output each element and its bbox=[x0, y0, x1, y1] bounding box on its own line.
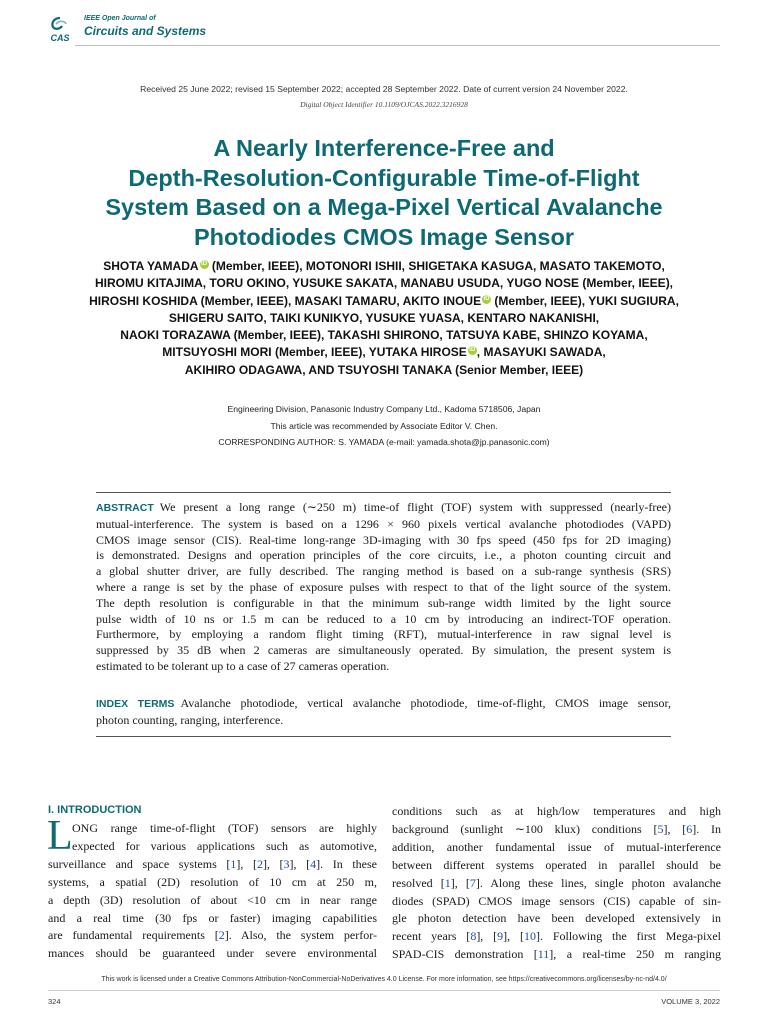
affiliation-block bbox=[0, 401, 768, 451]
text-line: a depth (3D) resolution of about <10 cm in near range bbox=[48, 892, 377, 907]
citation-link[interactable]: 6 bbox=[686, 821, 693, 836]
corresponding-author: CORRESPONDING AUTHOR: S. YAMADA (e-mail: yamada.shota@jp.panasonic.com) bbox=[218, 437, 550, 447]
author-list: SHOTA YAMADA iD (Member, IEEE), MOTONORI ISHII, SHIGETAKA KASUGA, MASATO TAKEMOTO, HIROMU KITAJIMA, TORU OKINO, YUSUKE SAKATA, MANABU USUDA, YUGO NOSE (Member, IEEE), HIROSHI KOSHIDA (Member, IEEE), MASAKI TAMARU, AKITO INOUE iD (Member, IEEE), YUKI SUGIURA, SHIGERU SAITO, TAIKI KUNIKYO, YUSUKE YUASA, KENTARO NAKANISHI, NAOKI TORAZAWA (Member, IEEE), TAKASHI SHIRONO, TATSUYA KABE, SHINZO KOYAMA, MITSUYOSHI MORI (Member, IEEE), YUTAKA HIROSE iD , MASAYUKI SAWADA, AKIHIRO ODAGAWA, AND TSUYOSHI TANAKA (Senior Member, IEEE) bbox=[89, 259, 679, 377]
abstract-top-rule bbox=[96, 492, 671, 493]
citation-link[interactable]: 5 bbox=[657, 821, 664, 836]
title-line: Depth-Resolution-Configurable Time-of-Flight bbox=[128, 164, 640, 191]
text-line: gle photon detection have been developed extensively in bbox=[392, 911, 721, 926]
index-terms: INDEX TERMS Avalanche photodiode, vertical avalanche photodiode, time-of-flight, CMOS image sensor, photon counting, ranging, interference. bbox=[96, 696, 671, 727]
text-line: between different systems operated in parallel should be bbox=[392, 857, 721, 872]
citation-link[interactable]: 4 bbox=[310, 856, 317, 871]
section-heading: I. INTRODUCTION bbox=[48, 804, 142, 816]
received-dates: Received 25 June 2022; revised 15 September 2022; accepted 28 September 2022. Date of current version 24 November 2022. bbox=[140, 84, 628, 94]
text-line: addition, another fundamental issue of mutual-interference bbox=[392, 839, 721, 854]
text-line: ONG range time-of-flight (TOF) sensors are highly bbox=[72, 821, 377, 835]
citation-link[interactable]: 11 bbox=[537, 947, 550, 962]
citation-link[interactable]: 8 bbox=[470, 929, 477, 944]
text-line: background (sunlight ∼100 klux) conditions [5], [6]. In bbox=[392, 821, 721, 836]
title-line: A Nearly Interference-Free and bbox=[213, 135, 555, 161]
text-line: surveillance and space systems [1], [2], [3], [4]. In these bbox=[48, 856, 377, 871]
left-column bbox=[48, 820, 377, 963]
citation-link[interactable]: 3 bbox=[283, 856, 290, 871]
text-line: SPAD-CIS demonstration [11], a real-time 250 m ranging bbox=[392, 947, 721, 962]
orcid-icon[interactable]: iD bbox=[483, 295, 490, 302]
affiliation: Engineering Division, Panasonic Industry Company Ltd., Kadoma 5718506, Japan bbox=[227, 404, 541, 414]
footer-divider bbox=[48, 990, 720, 991]
abstract-bottom-rule bbox=[96, 736, 671, 737]
text-line: diodes (SPAD) CMOS image sensors (CIS) capable of sin- bbox=[392, 893, 721, 908]
citation-link[interactable]: 2 bbox=[218, 928, 225, 943]
citation-link[interactable]: 9 bbox=[497, 929, 504, 944]
text-line: and a real time (30 fps or faster) imaging capabilities bbox=[48, 910, 377, 925]
text-line: mances should be guaranteed under severe environmental bbox=[48, 946, 377, 961]
license-notice: This work is licensed under a Creative Commons Attribution-NonCommercial-NoDerivatives 4.0 License. For more information, see https://creativecommons.org/licenses/by-nc-nd/4.0/ bbox=[101, 976, 667, 983]
page-number: 324 bbox=[48, 997, 61, 1006]
header-divider bbox=[75, 45, 720, 46]
journal-series: IEEE Open Journal of bbox=[84, 15, 156, 22]
recommended-by: This article was recommended by Associate Editor V. Chen. bbox=[270, 420, 498, 431]
paper-title bbox=[40, 134, 728, 252]
text-line: are fundamental requirements [2]. Also, the system perfor- bbox=[48, 928, 378, 943]
drop-cap: L bbox=[47, 813, 73, 859]
abstract-label: ABSTRACT bbox=[96, 502, 154, 514]
orcid-icon[interactable]: iD bbox=[201, 261, 208, 267]
cas-logo bbox=[46, 14, 74, 44]
abstract: ABSTRACT We present a long range (∼250 m) time-of flight (TOF) system with suppressed (nearly-free) mutual-interference. The system is based on a 1296 × 960 pixels vertical avalanche photodiodes (VAPD) CMOS image sensor (CIS). Real-time long-range 3D-imaging with 30 fps speed (450 fps for 2D imaging) is demonstrated. Designs and operation principles of the core circuits, i.e., a photon counting circuit and a global shutter driver, are fully described. The ranging method is based on a sub-range synthesis (SRS) where a range is set by the phase of exposure pulses with respect to that of the light source of the system. The depth resolution is configurable in that the minimum sub-range width limited by the light source pulse width of 10 ns or 1.5 m can be reduced to a 10 cm by introducing an indirect-TOF operation. Furthermore, by employing a random flight timing (RFT), mutual-interference in raw signal level is suppressed by 35 dB when 2 cameras are simultaneously operated. By simulation, the present system is estimated to be tolerant up to a case of 27 cameras operation. bbox=[96, 500, 671, 673]
journal-name: Circuits and Systems bbox=[84, 24, 207, 38]
text-line: systems, a spatial (2D) resolution of 10 cm at 250 m, bbox=[48, 874, 377, 889]
citation-link[interactable]: 1 bbox=[230, 856, 237, 871]
citation-link[interactable]: 10 bbox=[524, 929, 536, 944]
title-line: System Based on a Mega-Pixel Vertical Avalanche bbox=[105, 194, 663, 221]
doi: Digital Object Identifier 10.1109/OJCAS.2022.3216928 bbox=[300, 100, 468, 109]
citation-link[interactable]: 7 bbox=[469, 875, 476, 890]
right-column bbox=[392, 803, 721, 964]
text-line: recent years [8], [9], [10]. Following the first Mega-pixel bbox=[392, 929, 722, 944]
text-line: conditions such as at high/low temperatures and high bbox=[392, 804, 721, 818]
cas-logo-text: CAS bbox=[50, 33, 70, 43]
citation-link[interactable]: 1 bbox=[444, 875, 451, 890]
index-terms-label: INDEX TERMS bbox=[96, 698, 175, 710]
citation-link[interactable]: 2 bbox=[256, 856, 263, 871]
text-line: resolved [1], [7]. Along these lines, single photon avalanche bbox=[392, 875, 721, 890]
author-name: SHOTA YAMADA bbox=[103, 259, 199, 273]
volume: VOLUME 3, 2022 bbox=[661, 997, 720, 1006]
text-line: expected for various applications such as automotive, bbox=[72, 838, 377, 853]
title-line: Photodiodes CMOS Image Sensor bbox=[194, 223, 574, 250]
orcid-icon[interactable]: iD bbox=[469, 347, 476, 354]
